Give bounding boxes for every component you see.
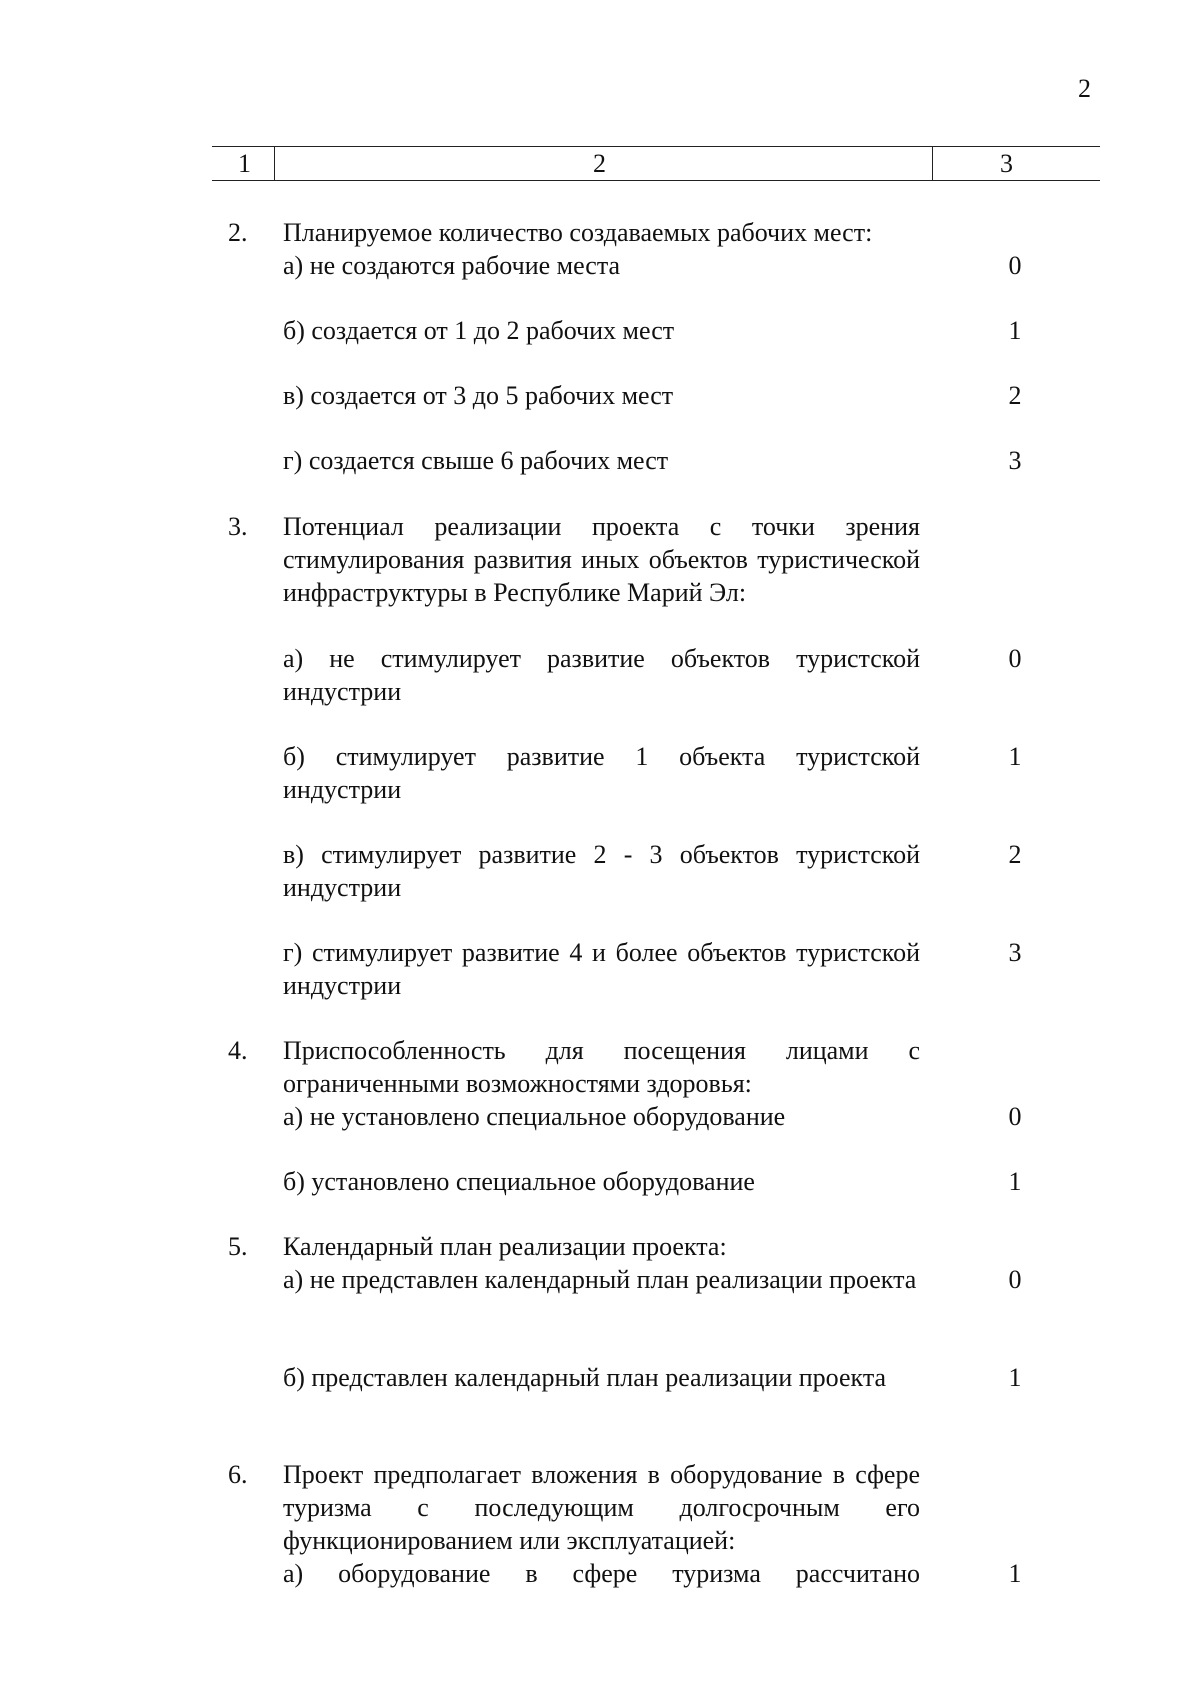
option-text: а) не создаются рабочие места [283,251,621,280]
header-separator-1 [274,146,275,181]
header-col-1: 1 [238,149,251,178]
option-text: а) оборудование в сфере туризма рассчитано [283,1559,920,1588]
option-score: 1 [1008,1559,1022,1588]
option-text: г) создается свыше 6 рабочих мест [283,446,669,475]
option-score: 1 [1008,1363,1022,1392]
header-top-rule [212,146,1100,147]
page-number: 2 [1078,74,1091,103]
item-question: Проект предполагает вложения в оборудование в сфере туризма с последующим долгосрочным его функционированием или эксплуатацией: [283,1460,920,1555]
option-score: 3 [1008,938,1022,967]
table-header [212,146,1100,181]
header-bottom-rule [212,180,1100,181]
option-score: 2 [1008,381,1022,410]
option-score: 1 [1008,316,1022,345]
item-number: 3. [228,512,248,541]
option-score: 0 [1008,1265,1022,1294]
option-text: а) не представлен календарный план реализации проекта [283,1265,917,1294]
option-text: а) не стимулирует развитие объектов туристской индустрии [283,644,920,706]
option-score: 3 [1008,446,1022,475]
option-score: 0 [1008,644,1022,673]
option-text: в) стимулирует развитие 2 - 3 объектов туристской индустрии [283,840,920,902]
item-number: 2. [228,218,248,247]
item-question: Планируемое количество создаваемых рабочих мест: [283,218,873,247]
item-question: Календарный план реализации проекта: [283,1232,727,1261]
option-text: г) стимулирует развитие 4 и более объектов туристской индустрии [283,938,920,1000]
option-text: б) установлено специальное оборудование [283,1167,755,1196]
item-question: Потенциал реализации проекта с точки зрения стимулирования развития иных объектов туристической инфраструктуры в Республике Марий Эл: [283,512,920,607]
item-number: 4. [228,1036,248,1065]
option-text: а) не установлено специальное оборудование [283,1102,786,1131]
header-col-2: 2 [593,149,606,178]
option-score: 0 [1008,251,1022,280]
option-score: 2 [1008,840,1022,869]
option-text: б) стимулирует развитие 1 объекта туристской индустрии [283,742,920,804]
option-score: 0 [1008,1102,1022,1131]
header-col-3: 3 [1000,149,1013,178]
item-number: 6. [228,1460,248,1489]
header-separator-2 [932,146,933,181]
option-text: в) создается от 3 до 5 рабочих мест [283,381,674,410]
option-text: б) создается от 1 до 2 рабочих мест [283,316,675,345]
item-question: Приспособленность для посещения лицами с ограниченными возможностями здоровья: [283,1036,920,1098]
option-text: б) представлен календарный план реализации проекта [283,1363,887,1392]
item-number: 5. [228,1232,248,1261]
option-score: 1 [1008,742,1022,771]
option-score: 1 [1008,1167,1022,1196]
